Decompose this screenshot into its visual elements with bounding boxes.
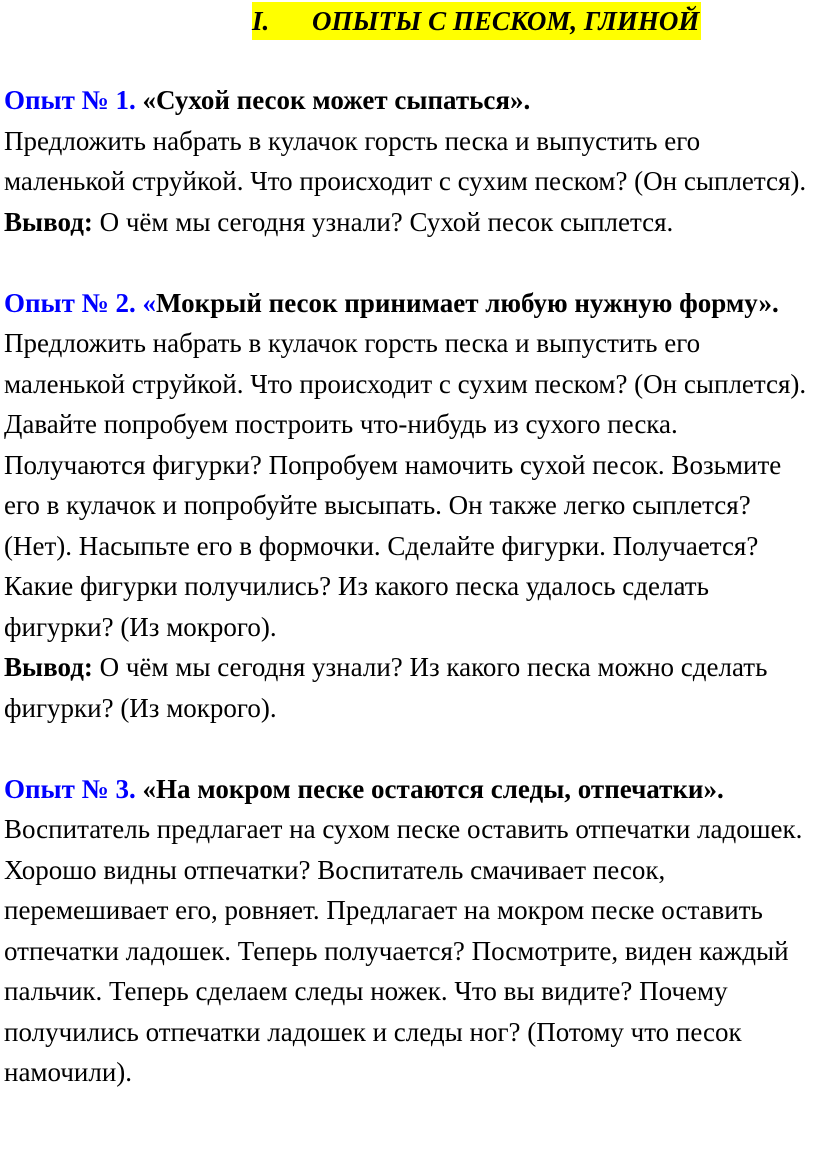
paragraph-gap xyxy=(4,728,816,769)
experiment-2-conclusion-label: Вывод: xyxy=(4,652,93,682)
experiment-1 xyxy=(4,80,816,242)
experiment-2-conclusion xyxy=(4,647,816,728)
experiment-3-body: Воспитатель предлагает на сухом песке оставить отпечатки ладошек. Хорошо видны отпечатки? Воспитатель смачивает песок, перемешивает его, ровняет. Предлагает на мокром песке оставить отпечатки ладошек. Теперь получается? Посмотрите, виден каждый пальчик. Теперь сделаем следы ножек. Что вы видите? Почему получились отпечатки ладошек и следы ног? (Потому что песок намочили). xyxy=(4,814,803,1087)
experiment-1-conclusion-text: О чём мы сегодня узнали? Сухой песок сыплется. xyxy=(99,206,674,237)
heading-number: I. xyxy=(252,6,270,36)
experiment-1-title-line xyxy=(4,80,816,121)
experiment-2-title: Мокрый песок принимает любую нужную форму». xyxy=(156,287,779,318)
heading-text: ОПЫТЫ С ПЕСКОМ, ГЛИНОЙ xyxy=(312,6,700,36)
section-heading xyxy=(252,2,701,40)
experiment-2-label: Опыт № 2. « xyxy=(4,287,157,318)
paragraph-gap xyxy=(4,242,816,283)
experiment-2-title-line xyxy=(4,283,816,324)
experiment-1-title: «Сухой песок может сыпаться». xyxy=(142,85,531,115)
experiment-2-body: Предложить набрать в кулачок горсть песка и выпустить его маленькой струйкой. Что происходит с сухим песком? (Он сыплется). Давайте попробуем построить что-нибудь из сухого песка. Получаются фигурки? Попробуем намочить сухой песок. Возьмите его в кулачок и попробуйте высыпать. Он также легко сыплется? (Нет). Насыпьте его в формочки. Сделайте фигурки. Получается? Какие фигурки получились? Из какого песка удалось сделать фигурки? (Из мокрого). xyxy=(4,328,807,642)
experiment-3-label: Опыт № 3. xyxy=(4,773,136,804)
experiment-3 xyxy=(4,769,816,1093)
experiment-2-conclusion-text: О чём мы сегодня узнали? Из какого песка можно сделать фигурки? (Из мокрого). xyxy=(4,652,768,723)
experiment-1-body: Предложить набрать в кулачок горсть песка и выпустить его маленькой струйкой. Что происходит с сухим песком? (Он сыплется). xyxy=(4,125,807,196)
experiment-1-conclusion-label: Вывод: xyxy=(4,206,93,237)
experiment-1-label: Опыт № 1. xyxy=(4,85,136,115)
experiment-3-title-line xyxy=(4,769,816,810)
heading-line xyxy=(0,0,816,42)
experiment-1-conclusion xyxy=(4,202,816,243)
experiment-3-title: «На мокром песке остаются следы, отпечатки». xyxy=(142,773,724,804)
document-content xyxy=(4,80,816,1093)
experiment-2 xyxy=(4,283,816,729)
